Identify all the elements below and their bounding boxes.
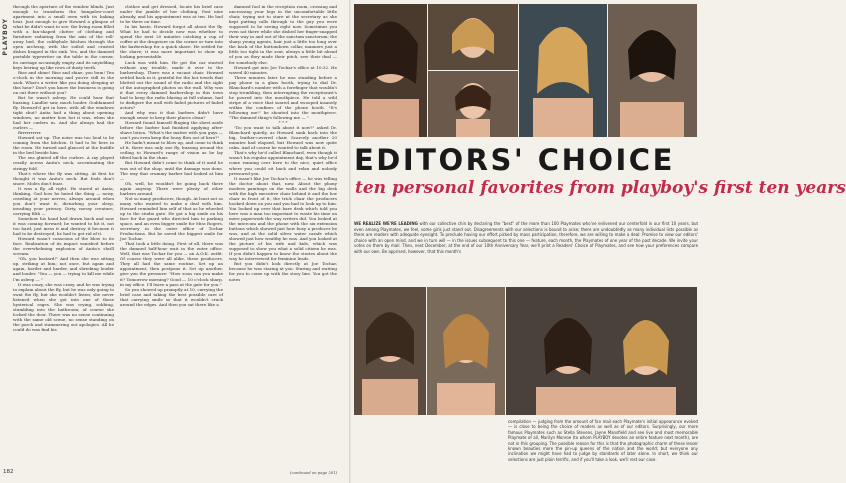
playmate-photo-5 bbox=[608, 4, 697, 137]
story-paragraph: Not so many producers, though. At least not so many who wanted to make a deal with him. Howard reminded him self of that as he wheeled up to the studio gate. He got a big smile on his face for the guard who directed him to parking space, and an even bigger smile for Miss Rogers, secretary in the outer office of Tochar Productions. But he saved the biggest smile for Joe Tochar. bbox=[120, 195, 224, 242]
story-paragraph: Three minutes later he was standing before a pay phone in a glass booth, trying to dial Dr. Blanchard's number with a forefinger that wouldn't stop trembling, then interrupting the receptionist's he poured into the mouthpiece. He told a wild stripe of a voice that soared and swooped insanely within the confines of the phone booth. "It's following me!" he shouted into the mouthpiece. "The damned thing's following me — " bbox=[229, 74, 337, 121]
page-number: 182 bbox=[3, 469, 14, 475]
playmate-photo-3 bbox=[428, 71, 518, 137]
story-paragraph: So you showed up promptly at 10, carrying the brief case and taking the best possible care of that carrying smile so that it wouldn't crack around the edges. And then you sat there like a bbox=[120, 286, 223, 307]
article-subtitle: ten personal favorites from playboy's first ten years bbox=[355, 178, 846, 198]
playmate-photo-8 bbox=[506, 287, 697, 415]
story-paragraph: damned fool in the reception room, crossing and uncrossing your legs in the uncomfortable little chair, trying not to stare at the secretary as she kept putting calls through to the guy you were supposed to be seeing right now. Sometimes you even sat there while she dished her finger-snapped their way in and out of the sanctum sanctorum; the sharp young agents, hair just a little too long over the back of the buttondown collar, manners just a little too tight in the seat, always a little bit ahead of you as they made their pitch, sew their deal — for somebody else. bbox=[229, 4, 337, 65]
playmate-photo-4 bbox=[519, 4, 607, 137]
story-column-1 bbox=[13, 4, 114, 477]
story-paragraph: clothes and get dressed, locate his brief case under the jumble of her clothing. Past nine already, and his appointment was at ten. He had to be there on time. bbox=[120, 4, 223, 25]
story-paragraph: But Howard didn't come to think of it until he was out of the shop, until the damage was done. The way that crummy barber had looked at him — bbox=[120, 160, 223, 181]
story-paragraph: "Oh, you bastard!" And then she was sitting up, striking at him; not once, but again and again, harder and harder, and shrieking louder and louder. "You — you — trying to kill me while I'm asleep — " bbox=[13, 256, 114, 282]
playmate-photo-grid-top bbox=[354, 4, 697, 137]
continued-note: (continued on page 201) bbox=[290, 470, 338, 475]
intro-continued: compilation — judging from the amount of fan mail each Playmate's initial appearance evoked — is close to being the choice of readers as well as of our editors. Surprisingly, our more famous Playmates such as Stella Stevens, Jayne Mansfield and see live and most memorable Playmate of all, Marilyn Monroe (to whom PLAYBOY devotes an entire feature next month), are not in this grouping. The possible reason for this is that the photographic charm of these lesser known beauties more the pin-up queens of the nation and the world; but everyone any inclination we might have had to judge by standards of later alone. In short, we think our selections are just plain terrific, and if you'll take a look, we'll rest our case. bbox=[508, 419, 698, 462]
story-paragraph: That's where the fly was sitting. At first he thought it was Anita's neck. But fools don't snore. Moles don't buzz. bbox=[13, 170, 114, 186]
page-gutter bbox=[349, 0, 351, 483]
folio-label: PLAYBOY bbox=[2, 18, 9, 56]
story-paragraph: It wasn't like Joe Tochar's office — he was telling the doctor about that, now. About the phony modern paintings on the walls and the big desk with the high executive chair behind it and the low chair in front of it, the trick chair the producers hooked down on you and you had to look up to him. You looked up over that bare desk which told you here was a man too important to waste his time on mere paperwork the way writers did. You looked at the intercom and the phone with the six extension buttons which showed just how busy a producer he was, and at the solid silver water carafe which showed just how wealthy he was. And you looked at the picture of his wife and kids, which was supposed to show you what a solid citizen he was. If you didn't happen to know the stories about the way he interviewed for feminine leads. bbox=[229, 175, 337, 262]
intro-text: with our collective chin by declaring the "best" of the more than 100 Playmates who've enlivened our centerfold in our first 10 years, but even among Playmates, we feel, some girls just stand out. Disagreements with our selections is bound to arise; there are undoubtedly as many individual lists possible as there are readers with adequate eyesight. To preclude having our effort picked by mass participation, therefore, we are willing to make a deal: Promise to view our editors' choice with an open mind, and we in turn will — in the issues subsequent to this one — feature, each month, the Playmates of one year of the past decade. We invite your votes on them by mail. Then, next December, at the end of our 10th Anniversary Year, we'll print a Readers' Choice of Playmates, and see how your preferences compare with our own. Be apprised, however, that this month's bbox=[354, 221, 698, 254]
story-column-2 bbox=[120, 4, 223, 477]
story-paragraph: That took a little doing. First of all, there was the damned half-hour wait in the outer office. Well, that was Tochar for you — an A.O.K. outfit. Of course they were all alike, these producers. They all had the same routine. Set up an appointment, then postpone it. Set up another, give you the pressure: "How soon can you make it? Tomorrow morning? Good — 10 o'clock sharp, in my office. I'll leave a pass at the gate for you." bbox=[120, 241, 223, 287]
story-paragraph: Luck was with him. He got the car started without any trouble, made it over to the barbershop. There was a vacant chair. Howard settled back in it, grateful for the hot towels that blotted out the sound of the radio and the sight of the autographed photos on the wall. Why was it that every damned barbershop in this town had to keep the radio blaring at full volume, had to disfigure the wall with faded pictures of faded actors? bbox=[120, 59, 223, 110]
story-paragraph: through the aperture of the window blinds. Just enough to transform the bungalow-court apartment into a small oven with its baking heat. Just enough to give Howard a glimpse of what he didn't want to see: the living room filled with a fan-shaped clutter of clothing and furniture radiating from the axis of the roll-away bed, the cubbyhole kitchen through the open archway, with the soiled and crusted dishes heaped in the sink. Yes, and the damned portable typewriter on the table in the corner, its carriage accusingly empty and its unyielding keys leering up like rows of dusty teeth. bbox=[13, 4, 114, 70]
story-paragraph: Rrrrrrrrrrr. bbox=[18, 130, 42, 136]
playmate-photo-2 bbox=[428, 4, 518, 70]
story-paragraph: * * * bbox=[278, 120, 288, 126]
article-title: EDITORS' CHOICE bbox=[354, 143, 675, 177]
playmate-photo-7 bbox=[427, 287, 505, 415]
story-paragraph: Howard found himself flinging the sheet aside before the barber had finished applying after-shave lotion. "What's the matter with you guys — can't you even keep the lousy flies out of here?" bbox=[120, 120, 223, 141]
story-paragraph: Oh, well, he wouldn't be going back there again anyway. There were plenty of other barbers around. bbox=[120, 180, 223, 196]
story-paragraph: Howard got into Joe Tochar's office at 10:32. He waved 40 minutes. bbox=[229, 64, 337, 75]
story-paragraph: But he wasn't asleep. He could hear that buzzing. Landlor saw, much louder. Goddamned fly. Howard'd get in here, with all the windows tight shut? Anita had a thing about opening windows, no matter how hot it was, when she had her curlers in. And she always had the curlers — bbox=[13, 94, 114, 131]
intro-paragraph bbox=[354, 221, 698, 254]
story-paragraph: And why was it that barbers didn't have enough sense to keep their places clean? bbox=[120, 109, 223, 121]
story-paragraph: Howard wasn't conscious of the blow to its face. Realization of its impact vanished before the overwhelming explosion of Anita's shrill scream. bbox=[13, 236, 114, 257]
playmate-photo-grid-bottom bbox=[354, 287, 697, 415]
story-paragraph: It was crazy, she was crazy, and he was trying to explain about the fly, but he was only going to swat the fly, but she wouldn't listen; she never listened when she got into one of those hysterical rages. She was crying, sobbing, stumbling into the bathroom; of course she locked the door. There was no sense continuing with the same old scene, no sense standing on the porch and stammering out apologies. All he could do was find his bbox=[13, 281, 114, 332]
intro-lead: WE REALIZE WE'RE LEADING bbox=[354, 221, 418, 226]
story-paragraph: Somehow his hand had drawn back and now it was coming forward; he wanted to hit it, not too hard, just mess it and destroy it because it had to be destroyed, he had to get rid of it. bbox=[13, 215, 114, 237]
story-paragraph: "Do you want to talk about it now?" asked Dr. Blanchard quietly, as Howard sank back into the big, leather-covered chair. Scarcely another 20 minutes had elapsed, but Howard was now quite calm. And of course he wanted to talk about it. bbox=[229, 125, 337, 151]
story-paragraph: Rise and shine! Rise and shine, you bum! Ten o'clock in the morning and you're still in the sack. What's a writer like you doing sleeping at this hour? Don't you know the business is going on out there without you? bbox=[13, 69, 114, 95]
playmate-photo-6 bbox=[354, 287, 426, 415]
story-column-3 bbox=[229, 4, 337, 477]
story-paragraph: The sea glinted off the curlers. A ray played crazily across Anita's neck, accentuating the stringy fold. bbox=[13, 155, 114, 171]
story-paragraph: That's why he'd called Blanchard, even though it wasn't his regular appointment day, that's why he'd come running over here to the nice, quiet office where you could sit back and relax and nobody pressured you. bbox=[229, 150, 337, 176]
story-paragraph: In his haste, Howard forgot all about the fly. What he had to decide now was whether to spend the next 20 minutes catching a cup of coffee at the drugstore on the corner or turn into the barbershop for a quick shave. He settled for the shave; it was more important to show up looking presentable. bbox=[120, 24, 223, 60]
story-paragraph: He hadn't meant to blow up, and come to think of it, there was only one fly, buzzing around the ceiling to Howard's range of vision as he lay tilted back in the chair. bbox=[120, 140, 223, 161]
playmate-photo-1 bbox=[354, 4, 427, 137]
story-paragraph: Howard sat up. The noise was too loud to be coming from the kitchen. It had to be here in the room. He turned and glanced at the buddle in the bed beside him. bbox=[13, 135, 114, 156]
story-paragraph: But you didn't look directly at Joe Tochar, because he was staring at you. Staring and waiting for you to come up with the story line. You got the notes bbox=[229, 261, 337, 282]
story-paragraph: It was a fly, all right. He stared at Anita, thinking, God how he hated the thing — noisy, crawling at your nerves, always around when you don't want it, disturbing your sleep, invading your privacy. Dirty, messy creature, carrying filth — bbox=[13, 185, 114, 216]
